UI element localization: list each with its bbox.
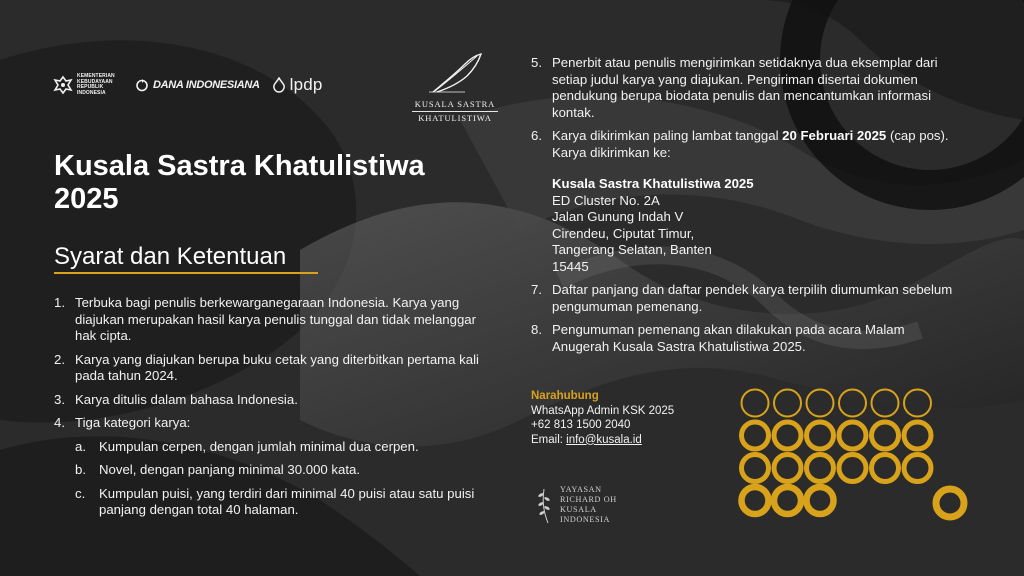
mailing-address xyxy=(552,176,961,275)
rule-number: 7. xyxy=(531,282,542,297)
gold-ring xyxy=(774,422,801,449)
address-line: 15445 xyxy=(552,258,589,274)
dana-indonesiana-logo xyxy=(135,78,260,92)
rule-item xyxy=(531,282,961,315)
contact-phone[interactable]: +62 813 1500 2040 xyxy=(531,419,631,431)
rule-number: 2. xyxy=(54,351,65,367)
rule-item xyxy=(54,392,484,409)
gold-ring xyxy=(742,487,769,514)
yayasan-text xyxy=(560,485,617,525)
rule-text: Karya yang diajukan berupa buku cetak yang diterbitkan pertama kali pada tahun 2024. xyxy=(75,351,479,383)
rules-list-left xyxy=(54,295,484,526)
page-title: Kusala Sastra Khatulistiwa 2025 xyxy=(54,150,425,215)
category-item xyxy=(75,439,484,456)
rule-number: 3. xyxy=(54,391,65,407)
kemenbud-logo xyxy=(53,74,123,96)
rule-text: Pengumuman pemenang akan dilakukan pada acara Malam Anugerah Kusala Sastra Khatulistiwa 2025. xyxy=(552,322,905,354)
gold-ring xyxy=(807,455,834,482)
rule-item xyxy=(54,352,484,385)
category-text: Kumpulan puisi, yang terdiri dari minimal 40 puisi atau satu puisi panjang dengan total 40 halaman. xyxy=(99,485,475,517)
category-item xyxy=(75,486,484,519)
ksk-logo-line1: KUSALA SASTRA xyxy=(414,99,496,109)
rule-number: 1. xyxy=(54,295,65,310)
category-letter: c. xyxy=(75,485,86,501)
yayasan-line: KUSALA xyxy=(560,505,597,514)
contact-block xyxy=(531,389,674,447)
contact-whatsapp: WhatsApp Admin KSK 2025 xyxy=(531,404,675,417)
yayasan-logo xyxy=(536,485,617,525)
category-text: Novel, dengan panjang minimal 30.000 kata. xyxy=(99,462,360,477)
quill-feather-icon xyxy=(425,52,485,94)
yayasan-line: YAYASAN xyxy=(560,485,602,494)
contact-label: Narahubung xyxy=(531,390,599,402)
address-name: Kusala Sastra Khatulistiwa 2025 xyxy=(552,176,754,191)
rule-text: Terbuka bagi penulis berkewarganegaraan Indonesia. Karya yang diajukan merupakan hasil karya penulis tunggal dan tidak melanggar hak cipta. xyxy=(75,295,477,343)
gold-ring xyxy=(904,422,931,449)
subtitle-underline xyxy=(54,272,318,274)
gold-ring xyxy=(742,390,769,417)
deadline-suffix: (cap pos). Karya dikirimkan ke: xyxy=(552,128,949,160)
gold-ring xyxy=(872,390,899,417)
category-item xyxy=(75,462,484,479)
kemenbud-logo-text: KEMENTERIAN KEBUDAYAAN REPUBLIK INDONESIA xyxy=(77,73,115,96)
deadline-date: 20 Februari 2025 xyxy=(782,128,887,143)
gold-ring xyxy=(807,390,834,417)
lpdp-logo xyxy=(272,75,323,95)
laurel-branch-icon xyxy=(536,485,552,525)
rule-text xyxy=(552,128,961,275)
ksk-logo-line2: KHATULISTIWA xyxy=(418,113,492,123)
rule-item xyxy=(54,415,484,432)
deadline-prefix: Karya dikirimkan paling lambat tanggal xyxy=(552,128,783,143)
gold-ring xyxy=(936,489,964,517)
gold-ring xyxy=(774,390,801,417)
contact-email-row xyxy=(531,433,674,448)
garuda-emblem-icon xyxy=(53,75,73,95)
gold-ring xyxy=(807,487,834,514)
address-line: Jalan Gunung Indah V xyxy=(552,209,684,224)
rule-number: 6. xyxy=(531,128,542,143)
rule-item xyxy=(531,55,961,121)
rule-number: 4. xyxy=(54,415,65,430)
category-list xyxy=(54,439,484,519)
gold-ring xyxy=(904,455,931,482)
email-link[interactable]: info@kusala.id xyxy=(566,433,642,446)
rule-item xyxy=(54,295,484,345)
gold-ring xyxy=(904,390,931,417)
ksk-logo-divider xyxy=(412,111,498,112)
page-subtitle: Syarat dan Ketentuan xyxy=(54,243,287,270)
rule-item xyxy=(531,128,961,275)
gold-ring xyxy=(774,487,801,514)
rule-item xyxy=(531,322,961,355)
rule-text: Daftar panjang dan daftar pendek karya terpilih diumumkan sebelum pengumuman pemenang. xyxy=(552,282,953,314)
rule-text: Penerbit atau penulis mengirimkan setidaknya dua eksemplar dari setiap judul karya yang diajukan. Pengiriman disertai dokumen pendukung berupa biodata penulis dan mencantumkan informasi kontak. xyxy=(552,55,938,120)
gold-ring xyxy=(839,390,866,417)
lpdp-flame-icon xyxy=(272,77,286,93)
email-prefix: Email: xyxy=(531,433,567,446)
gold-ring xyxy=(872,455,899,482)
gold-ring xyxy=(742,455,769,482)
dana-indonesiana-text: DANA INDONESIANA xyxy=(153,79,260,91)
gold-ring xyxy=(839,422,866,449)
gold-ring xyxy=(742,422,769,449)
rule-text: Tiga kategori karya: xyxy=(75,415,191,430)
category-letter: b. xyxy=(75,462,86,477)
rule-text: Karya ditulis dalam bahasa Indonesia. xyxy=(75,391,298,407)
category-text: Kumpulan cerpen, dengan jumlah minimal dua cerpen. xyxy=(99,438,419,454)
ksk-logo xyxy=(408,52,502,123)
gold-ring xyxy=(774,455,801,482)
rules-list-right xyxy=(531,55,961,362)
dana-indonesiana-icon xyxy=(135,78,149,92)
address-line: ED Cluster No. 2A xyxy=(552,192,660,208)
rule-number: 5. xyxy=(531,55,542,70)
gold-ring xyxy=(807,422,834,449)
rule-number: 8. xyxy=(531,322,542,337)
yayasan-line: RICHARD OH xyxy=(560,495,617,504)
address-line: Tangerang Selatan, Banten xyxy=(552,242,712,257)
gold-ring xyxy=(872,422,899,449)
gold-ring xyxy=(839,455,866,482)
category-letter: a. xyxy=(75,438,86,454)
yayasan-line: INDONESIA xyxy=(560,515,610,524)
address-line: Cirendeu, Ciputat Timur, xyxy=(552,225,695,241)
sponsor-logos xyxy=(53,74,323,96)
lpdp-text: lpdp xyxy=(289,75,323,94)
